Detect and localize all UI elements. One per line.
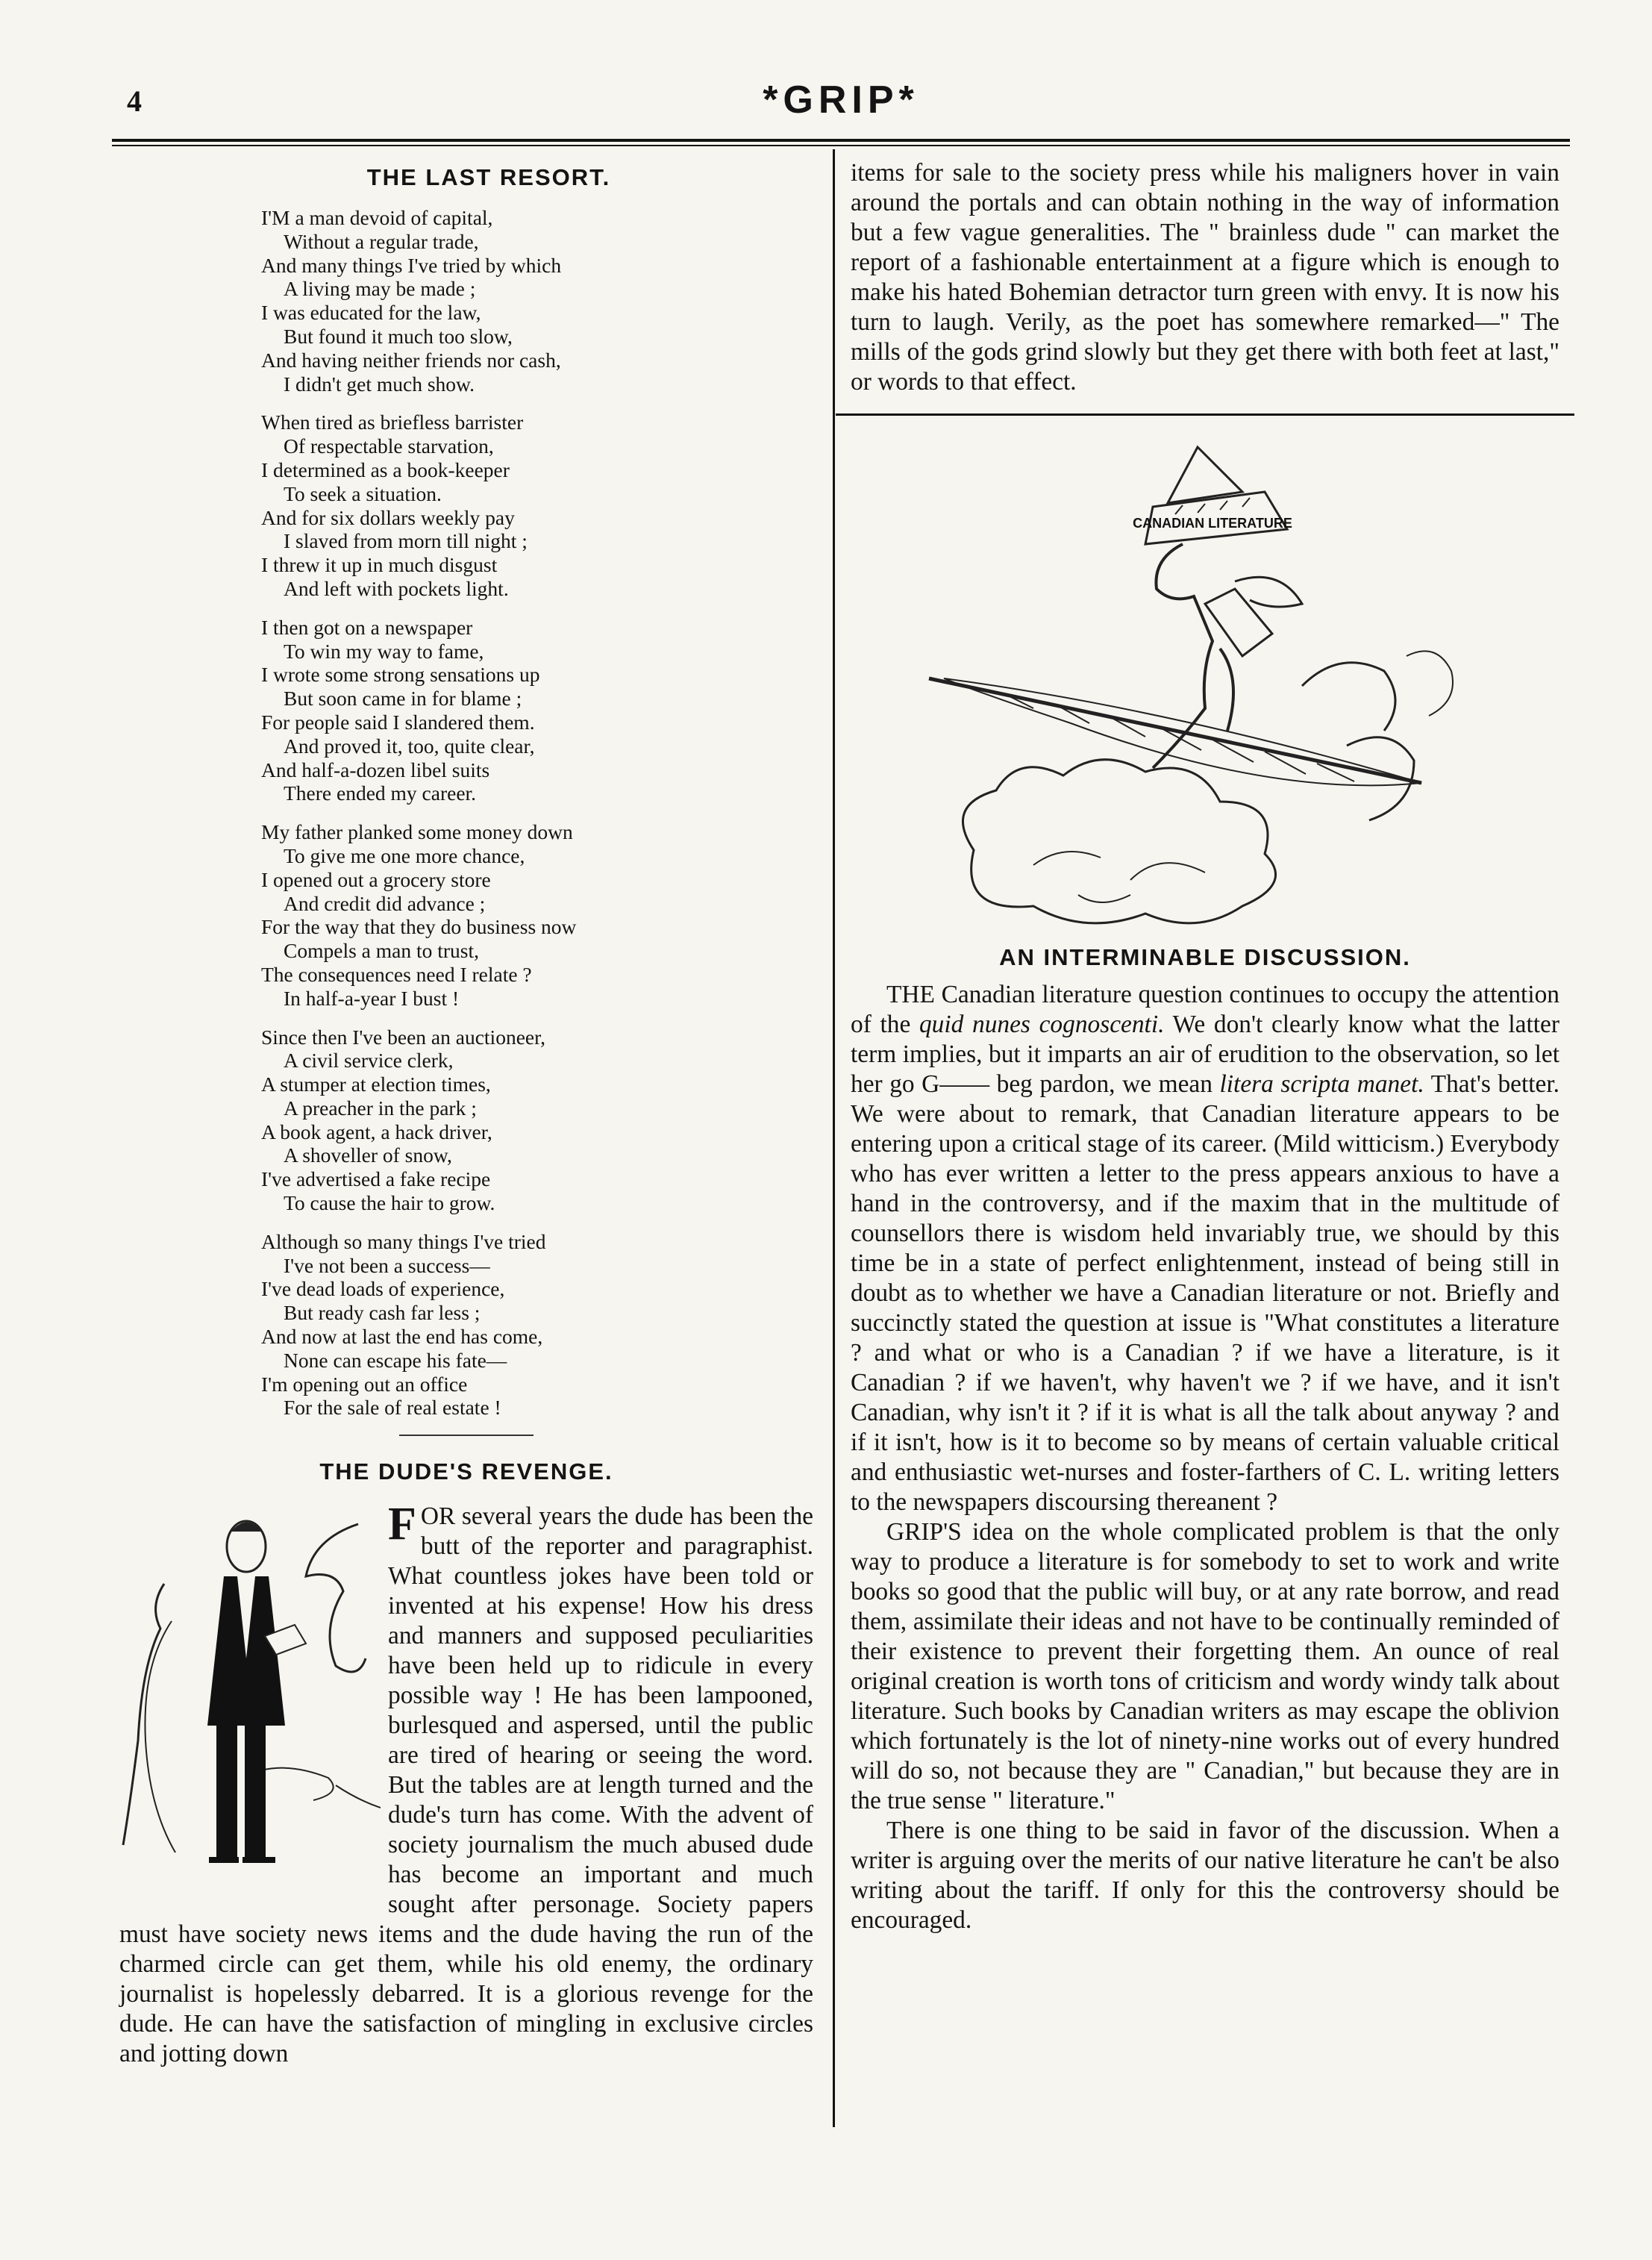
poem-stanza [261, 411, 813, 600]
header-rule-thin [112, 145, 1570, 146]
dudes-revenge-continued-text: items for sale to the society press while his maligners hover in vain around the portals and can obtain nothing in the way of information but a few vague generalities. The " brainless dude " can market the report of a fashionable entertainment at a figure which is enough to make his hated Bohemian detractor turn green with envy. It is now his turn to laugh. Verily, as the poet has somewhere remarked—" The mills of the gods grind slowly but they get there with both feet at last," or words to that effect. [851, 159, 1559, 396]
poem-line: And left with pockets light. [284, 576, 509, 600]
hat-label: CANADIAN LITERATURE [1133, 516, 1292, 531]
discussion-paragraph-3: There is one thing to be said in favor of the discussion. When a writer is arguing over the merits of our native literature he can't be also writing about the tariff. If only for this the controversy should be encouraged. [851, 1817, 1559, 1934]
page-header [112, 78, 1570, 137]
dropcap-letter: F [388, 1499, 416, 1550]
poem-line: I determined as a book-keeper [261, 458, 510, 481]
poem-line: I slaved from morn till night ; [284, 529, 528, 553]
discussion-paragraph-1: THE Canadian literature question continues to occupy the attention of the quid nunes cognoscenti. We don't clearly know what the latter term implies, but it imparts an air of erudition to the observation, so let her go G—— beg pardon, we mean litera scripta manet. That's better. We were about to remark, that Canadian literature appears to be entering upon a critical stage of its career. (Mild witticism.) Everybody who has ever written a letter to the press appears anxious to have a hand in the controversy, and if the maxim that in the multitude of counsellors there is wisdom held invariably true, we should by this time be in a state of perfect enlightenment, instead of being still in doubt as to whether we have a Canadian literature or not. Briefly and succinctly stated the question at issue is "What constitutes a literature ? and what or who is a Canadian ? if we have a literature, is it Canadian ? if we haven't, why haven't we ? if we have, and it isn't Canadian, why isn't it ? if it is what is all the talk about anyway ? and if it isn't, how is it to become so by means of certain valuable critical and enthusiastic wet-nurses and foster-farthers of C. L. writing letters to the newspapers discoursing thereanent ? [851, 981, 1559, 1516]
poem-line: And half-a-dozen libel suits [261, 758, 490, 781]
poem-line: I threw it up in much disgust [261, 553, 498, 577]
poem-line: For the way that they do business now [261, 915, 577, 939]
poem-stanza [261, 820, 813, 1010]
page-number: 4 [127, 84, 142, 118]
poem-line: A shoveller of snow, [284, 1143, 452, 1167]
poem-line: To win my way to fame, [284, 639, 484, 663]
column-divider [833, 149, 835, 2127]
poem-stanza [261, 206, 813, 396]
poem-line: For people said I slandered them. [261, 710, 535, 734]
dudes-revenge-text: OR several years the dude has been the butt of the reporter and paragraphist. What countless jokes have been told or invented at his expense! How his dress and manners and supposed peculiarities have been held up to ridicule in every possible way ! He has been lampooned, burlesqued and aspersed, until the public are tired of hearing or seeing the word. But the tables are at length turned and the dude's turn has come. With the advent of society journalism the much abused dude has become an important and much sought after personage. Society papers must have society news items and the dude having the run of the charmed circle can get them, while his old enemy, the ordinary journalist is hopelessly debarred. It is a glorious revenge for the dude. He can have the satisfaction of mingling in exclusive circles and jotting down [119, 1502, 813, 2068]
poem-line: The consequences need I relate ? [261, 962, 532, 986]
poem-line: I've not been a success— [284, 1253, 490, 1277]
dude-illustration [112, 1502, 381, 1890]
header-rule-thick [112, 139, 1570, 142]
poem-line: And for six dollars weekly pay [261, 505, 515, 529]
poem-line: For the sale of real estate ! [284, 1396, 501, 1420]
discussion-article [851, 980, 1559, 1935]
poem-line: I was educated for the law, [261, 301, 481, 325]
poem-stanza [261, 1230, 813, 1420]
dudes-revenge-continued [851, 158, 1559, 397]
poem-line: I wrote some strong sensations up [261, 663, 540, 687]
poem-line: I then got on a newspaper [261, 615, 473, 639]
poem-line: To seek a situation. [284, 481, 442, 505]
poem-line: But ready cash far less ; [284, 1301, 481, 1325]
last-resort-title: THE LAST RESORT. [366, 164, 611, 190]
poem-line: A book agent, a hack driver, [261, 1120, 492, 1143]
discussion-title: AN INTERMINABLE DISCUSSION. [999, 944, 1411, 970]
poem-line: None can escape his fate— [284, 1348, 507, 1372]
poem-line: I opened out a grocery store [261, 867, 491, 891]
poem-line: Although so many things I've tried [261, 1229, 546, 1253]
poem-line: But found it much too slow, [284, 324, 513, 348]
poem-line: And credit did advance ; [284, 891, 486, 915]
poem-stanza [261, 1026, 813, 1215]
dudes-revenge-article [119, 1499, 813, 2069]
left-column [119, 164, 813, 2069]
poem-line: Since then I've been an auctioneer, [261, 1025, 546, 1049]
poem-line: I'm opening out an office [261, 1372, 468, 1396]
poem-line: When tired as briefless barrister [261, 411, 524, 434]
right-column [851, 158, 1559, 1935]
masthead: *GRIP* [763, 78, 919, 122]
poem-stanza [261, 616, 813, 805]
poem-line: There ended my career. [284, 781, 477, 805]
section-separator [399, 1435, 534, 1436]
article-rule [836, 413, 1574, 416]
poem-line: A living may be made ; [284, 277, 476, 301]
poem-line: I've dead loads of experience, [261, 1277, 505, 1301]
discussion-paragraph-2: GRIP'S idea on the whole complicated problem is that the only way to produce a literature is for somebody to set to work and write books so good that the public will buy, or at any rate borrow, and read them, assimilate their ideas and not have to be continually reminded of their existence to prevent their forgetting them. An ounce of real original creation is worth tons of criticism and wordy windy talk about literature. Such books by Canadian writers as may escape the oblivion which fortunately is the lot of ninety-nine works out of every hundred will do so, not because they are " Canadian," but because they are in the true sense " literature." [851, 1518, 1559, 1814]
poem-line: But soon came in for blame ; [284, 687, 522, 711]
poem-line: Without a regular trade, [284, 229, 479, 253]
poem-line: I've advertised a fake recipe [261, 1167, 491, 1191]
poem-line: And now at last the end has come, [261, 1325, 543, 1349]
poem-line: Compels a man to trust, [284, 939, 479, 963]
poem-line: Of respectable starvation, [284, 434, 494, 458]
poem-line: And having neither friends nor cash, [261, 348, 561, 372]
poem-line: In half-a-year I bust ! [284, 986, 460, 1010]
poem-line: A stumper at election times, [261, 1073, 491, 1096]
poem-line: To give me one more chance, [284, 843, 525, 867]
dudes-revenge-title: THE DUDE'S REVENGE. [319, 1458, 613, 1485]
poem-line: And proved it, too, quite clear, [284, 734, 535, 758]
cartoon-illustration [884, 432, 1526, 932]
poem-line: I'M a man devoid of capital, [261, 206, 493, 229]
poem-line: And many things I've tried by which [261, 253, 562, 277]
poem-line: A civil service clerk, [284, 1049, 454, 1073]
last-resort-poem [261, 206, 813, 1420]
poem-line: A preacher in the park ; [284, 1096, 477, 1120]
poem-line: I didn't get much show. [284, 372, 475, 396]
poem-line: To cause the hair to grow. [284, 1191, 495, 1215]
poem-line: My father planked some money down [261, 820, 573, 844]
